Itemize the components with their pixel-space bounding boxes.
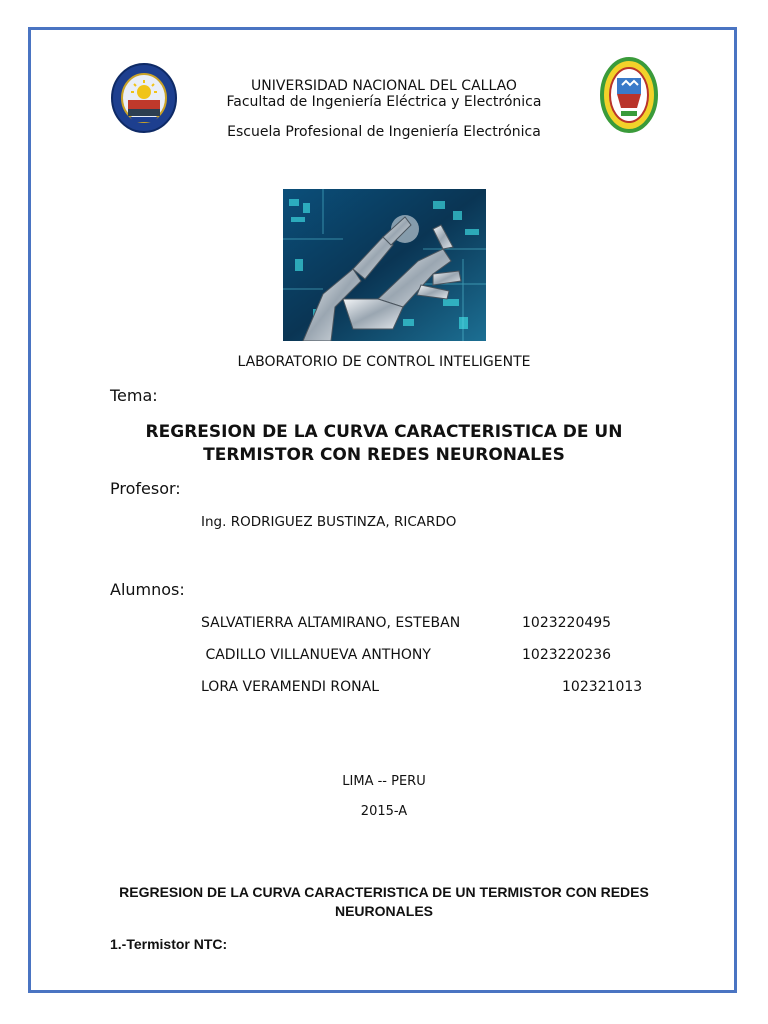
robot-hand-circuit-board-image: [283, 189, 486, 341]
student-name: SALVATIERRA ALTAMIRANO, ESTEBAN: [201, 615, 461, 631]
university-name: UNIVERSIDAD NACIONAL DEL CALLAO: [251, 78, 517, 94]
student-name: CADILLO VILLANUEVA ANTHONY: [201, 647, 431, 663]
professor-name: Ing. RODRIGUEZ BUSTINZA, RICARDO: [201, 514, 457, 530]
section-heading: 1.-Termistor NTC:: [110, 936, 228, 952]
profesor-label: Profesor:: [110, 479, 181, 498]
academic-term: 2015-A: [360, 804, 408, 819]
school-name: Escuela Profesional de Ingeniería Electrónica: [227, 124, 541, 140]
student-code: 1023220495: [522, 615, 612, 631]
report-title: REGRESION DE LA CURVA CARACTERISTICA DE UN TERMISTOR CON REDES NEURONALES: [145, 422, 623, 465]
body-title: REGRESION DE LA CURVA CARACTERISTICA DE UN TERMISTOR CON REDES NEURONALES: [119, 884, 649, 919]
student-code: 102321013: [562, 679, 643, 695]
tema-label: Tema:: [110, 386, 158, 405]
alumnos-label: Alumnos:: [110, 580, 185, 599]
lab-title: LABORATORIO DE CONTROL INTELIGENTE: [237, 354, 531, 370]
city-country: LIMA -- PERU: [342, 774, 426, 789]
student-code: 1023220236: [522, 647, 612, 663]
faculty-name: Facultad de Ingeniería Eléctrica y Electrónica: [226, 94, 542, 110]
student-name: LORA VERAMENDI RONAL: [201, 679, 380, 695]
page-border: [28, 27, 737, 993]
